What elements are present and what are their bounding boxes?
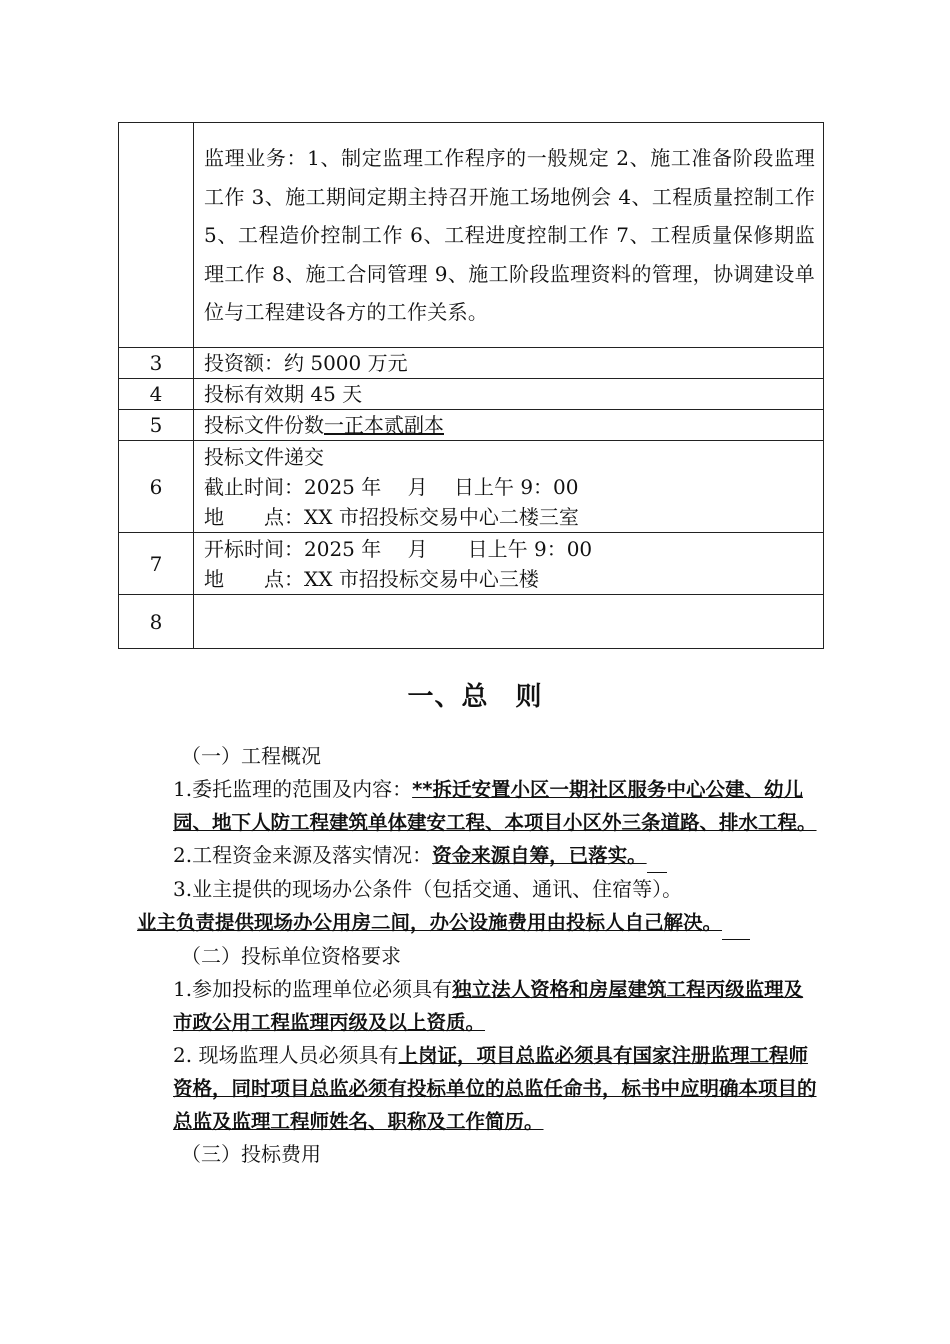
paragraph-qualification <box>137 973 817 1039</box>
scope-label: 1.委托监理的范围及内容： <box>173 777 413 801</box>
table-row <box>119 533 824 595</box>
subsection-title: （三）投标费用 <box>181 1142 321 1166</box>
row-number-cell: 5 <box>119 410 194 441</box>
subsection-title: （一）工程概况 <box>181 744 321 768</box>
row-number-cell: 4 <box>119 379 194 410</box>
validity-period-cell: 投标有效期 45 天 <box>194 379 824 410</box>
row-number-cell <box>119 123 194 348</box>
funding-label: 2.工程资金来源及落实情况： <box>173 843 433 867</box>
submission-deadline: 截止时间：2025 年 月 日上午 9：00 <box>204 474 579 499</box>
table-row <box>119 441 824 533</box>
bid-opening-time: 开标时间：2025 年 月 日上午 9：00 <box>204 536 593 561</box>
table-row <box>119 595 824 649</box>
personnel-label: 2. 现场监理人员必须具有 <box>173 1043 399 1067</box>
table-row <box>119 379 824 410</box>
bid-opening-location: 地 点：XX 市招投标交易中心三楼 <box>204 566 539 591</box>
bid-info-table <box>118 122 824 649</box>
submission-location: 地 点：XX 市招投标交易中心二楼三室 <box>204 504 579 529</box>
qualification-value: 独立法人资格和房屋建筑工程丙级监理及市政公用工程监理丙级及以上资质。 <box>173 978 804 1034</box>
submission-title: 投标文件递交 <box>204 444 324 469</box>
funding-value: 资金来源自筹，已落实。 <box>432 844 647 867</box>
office-value: 业主负责提供现场办公用房二间，办公设施费用由投标人自己解决。 <box>137 911 723 934</box>
table-row <box>119 410 824 441</box>
submission-cell <box>194 441 824 533</box>
personnel-value: 上岗证，项目总监必须具有国家注册监理工程师资格，同时项目总监必须有投标单位的总监任命书，标书中应明确本项目的总监及监理工程师姓名、职称及工作简历。 <box>173 1044 817 1133</box>
empty-cell <box>194 595 824 649</box>
row-number-cell: 7 <box>119 533 194 595</box>
paragraph-personnel <box>137 1039 817 1138</box>
underline-fill <box>647 839 667 873</box>
bid-opening-cell <box>194 533 824 595</box>
paragraph-office <box>137 873 817 906</box>
supervision-duties-text: 监理业务：1、制定监理工作程序的一般规定 2、施工准备阶段监理工作 3、施工期间定期主持召开施工场地例会 4、工程质量控制工作 5、工程造价控制工作 6、工程进度控制工作 7、工程质量保修期监理工作 8、施工合同管理 9、施工阶段监理资料的管理，协调建设单位与工程建设各方的工作关系。 <box>204 146 815 325</box>
row-number-cell: 3 <box>119 348 194 379</box>
row-number-cell: 6 <box>119 441 194 533</box>
paragraph-office-detail <box>137 906 817 940</box>
general-provisions-body <box>137 740 817 1171</box>
investment-amount-cell: 投资额：约 5000 万元 <box>194 348 824 379</box>
document-copies-cell <box>194 410 824 441</box>
table-row <box>119 348 824 379</box>
document-copies-value: 一正本贰副本 <box>324 413 444 437</box>
document-copies-label: 投标文件份数 <box>204 413 324 437</box>
underline-fill <box>722 906 750 940</box>
row-content-cell <box>194 123 824 348</box>
qualification-label: 1.参加投标的监理单位必须具有 <box>173 977 453 1001</box>
paragraph-scope <box>137 773 817 839</box>
office-label: 3.业主提供的现场办公条件（包括交通、通讯、住宿等）。 <box>173 877 683 901</box>
scope-value: **拆迁安置小区一期社区服务中心公建、幼儿园、地下人防工程建筑单体建安工程、本项目小区外三条道路、排水工程。 <box>173 778 817 834</box>
table-row <box>119 123 824 348</box>
subsection-title: （二）投标单位资格要求 <box>181 944 401 968</box>
row-number-cell: 8 <box>119 595 194 649</box>
section-heading: 一、总 则 <box>407 682 543 712</box>
paragraph-funding <box>137 839 817 873</box>
